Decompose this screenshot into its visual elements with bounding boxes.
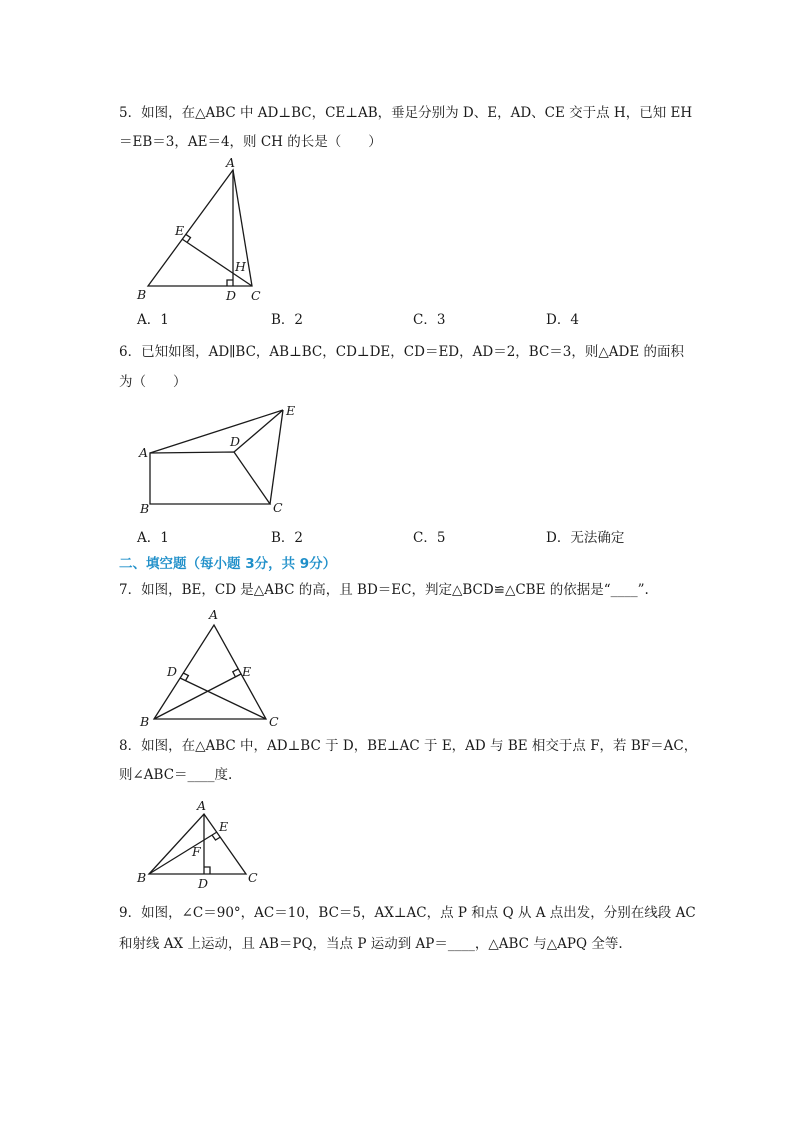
q5-label-b: B	[137, 287, 147, 302]
q5-option-d: D．4	[546, 312, 579, 328]
q8-text-line1: 8．如图，在△ABC 中，AD⊥BC 于 D，BE⊥AC 于 E，AD 与 BE 相交于点 F，若 BF＝AC，	[119, 738, 698, 754]
q6-label-a: A	[139, 445, 149, 460]
q7-label-b: B	[140, 714, 150, 729]
q5-option-b: B．2	[271, 312, 304, 328]
q7-label-e: E	[242, 664, 252, 679]
q8-label-c: C	[248, 870, 258, 885]
q8-label-e: E	[219, 819, 229, 834]
q5-label-h: H	[235, 259, 246, 274]
q5-label-e: E	[175, 223, 185, 238]
q6-option-a: A．1	[137, 530, 169, 546]
q5-text-line1: 5．如图，在△ABC 中 AD⊥BC，CE⊥AB，垂足分别为 D、E，AD、CE 交于点 H，已知 EH	[119, 105, 693, 121]
section-fill-in-title: 二、填空题（每小题 3分，共 9分）	[119, 556, 337, 572]
q6-segment-de	[234, 410, 283, 452]
q6-label-e: E	[286, 403, 296, 418]
q8-label-b: B	[137, 870, 147, 885]
q8-text-line2: 则∠ABC＝____度.	[119, 767, 233, 783]
q6-option-c: C．5	[413, 530, 446, 546]
q6-figure	[130, 400, 310, 525]
q8-altitude-be	[149, 832, 217, 874]
q6-label-c: C	[273, 500, 283, 515]
q7-figure	[130, 605, 290, 730]
q6-option-d: D．无法确定	[546, 530, 625, 546]
q6-text-line1: 6．已知如图，AD∥BC，AB⊥BC，CD⊥DE，CD＝ED，AD＝2，BC＝3，则△ADE 的面积	[119, 344, 684, 360]
q7-label-c: C	[269, 714, 279, 729]
q7-label-a: A	[209, 607, 219, 622]
q6-segment-ae	[150, 410, 283, 453]
q5-figure	[130, 155, 280, 305]
q5-option-c: C．3	[413, 312, 446, 328]
q6-text-line2: 为（ ）	[119, 374, 187, 390]
q8-label-d: D	[198, 876, 209, 891]
q6-quadrilateral-abcd	[150, 452, 270, 504]
q7-label-d: D	[167, 664, 178, 679]
q7-altitude-be	[154, 674, 241, 719]
q5-label-d: D	[226, 288, 237, 303]
q6-option-b: B．2	[271, 530, 304, 546]
q8-label-a: A	[197, 798, 207, 813]
q8-label-f: F	[192, 844, 201, 859]
q6-label-d: D	[230, 434, 241, 449]
q5-label-a: A	[226, 155, 236, 170]
q9-text-line2: 和射线 AX 上运动，且 AB＝PQ，当点 P 运动到 AP＝____，△ABC 与△APQ 全等.	[119, 936, 623, 952]
q5-text-line2: ＝EB＝3，AE＝4，则 CH 的长是（ ）	[119, 134, 382, 150]
q8-figure	[130, 795, 270, 895]
q5-option-a: A．1	[137, 312, 169, 328]
q5-right-angle-d	[227, 280, 233, 286]
q7-text-line1: 7．如图，BE，CD 是△ABC 的高，且 BD＝EC，判定△BCD≌△CBE 的依据是“____”.	[119, 582, 649, 598]
q5-label-c: C	[251, 288, 261, 303]
q6-segment-ce	[270, 410, 283, 504]
q9-text-line1: 9．如图，∠C＝90°，AC＝10，BC＝5，AX⊥AC，点 P 和点 Q 从 A 点出发，分别在线段 AC	[119, 905, 696, 921]
q6-label-b: B	[140, 501, 150, 516]
q8-right-angle-d	[204, 867, 210, 874]
